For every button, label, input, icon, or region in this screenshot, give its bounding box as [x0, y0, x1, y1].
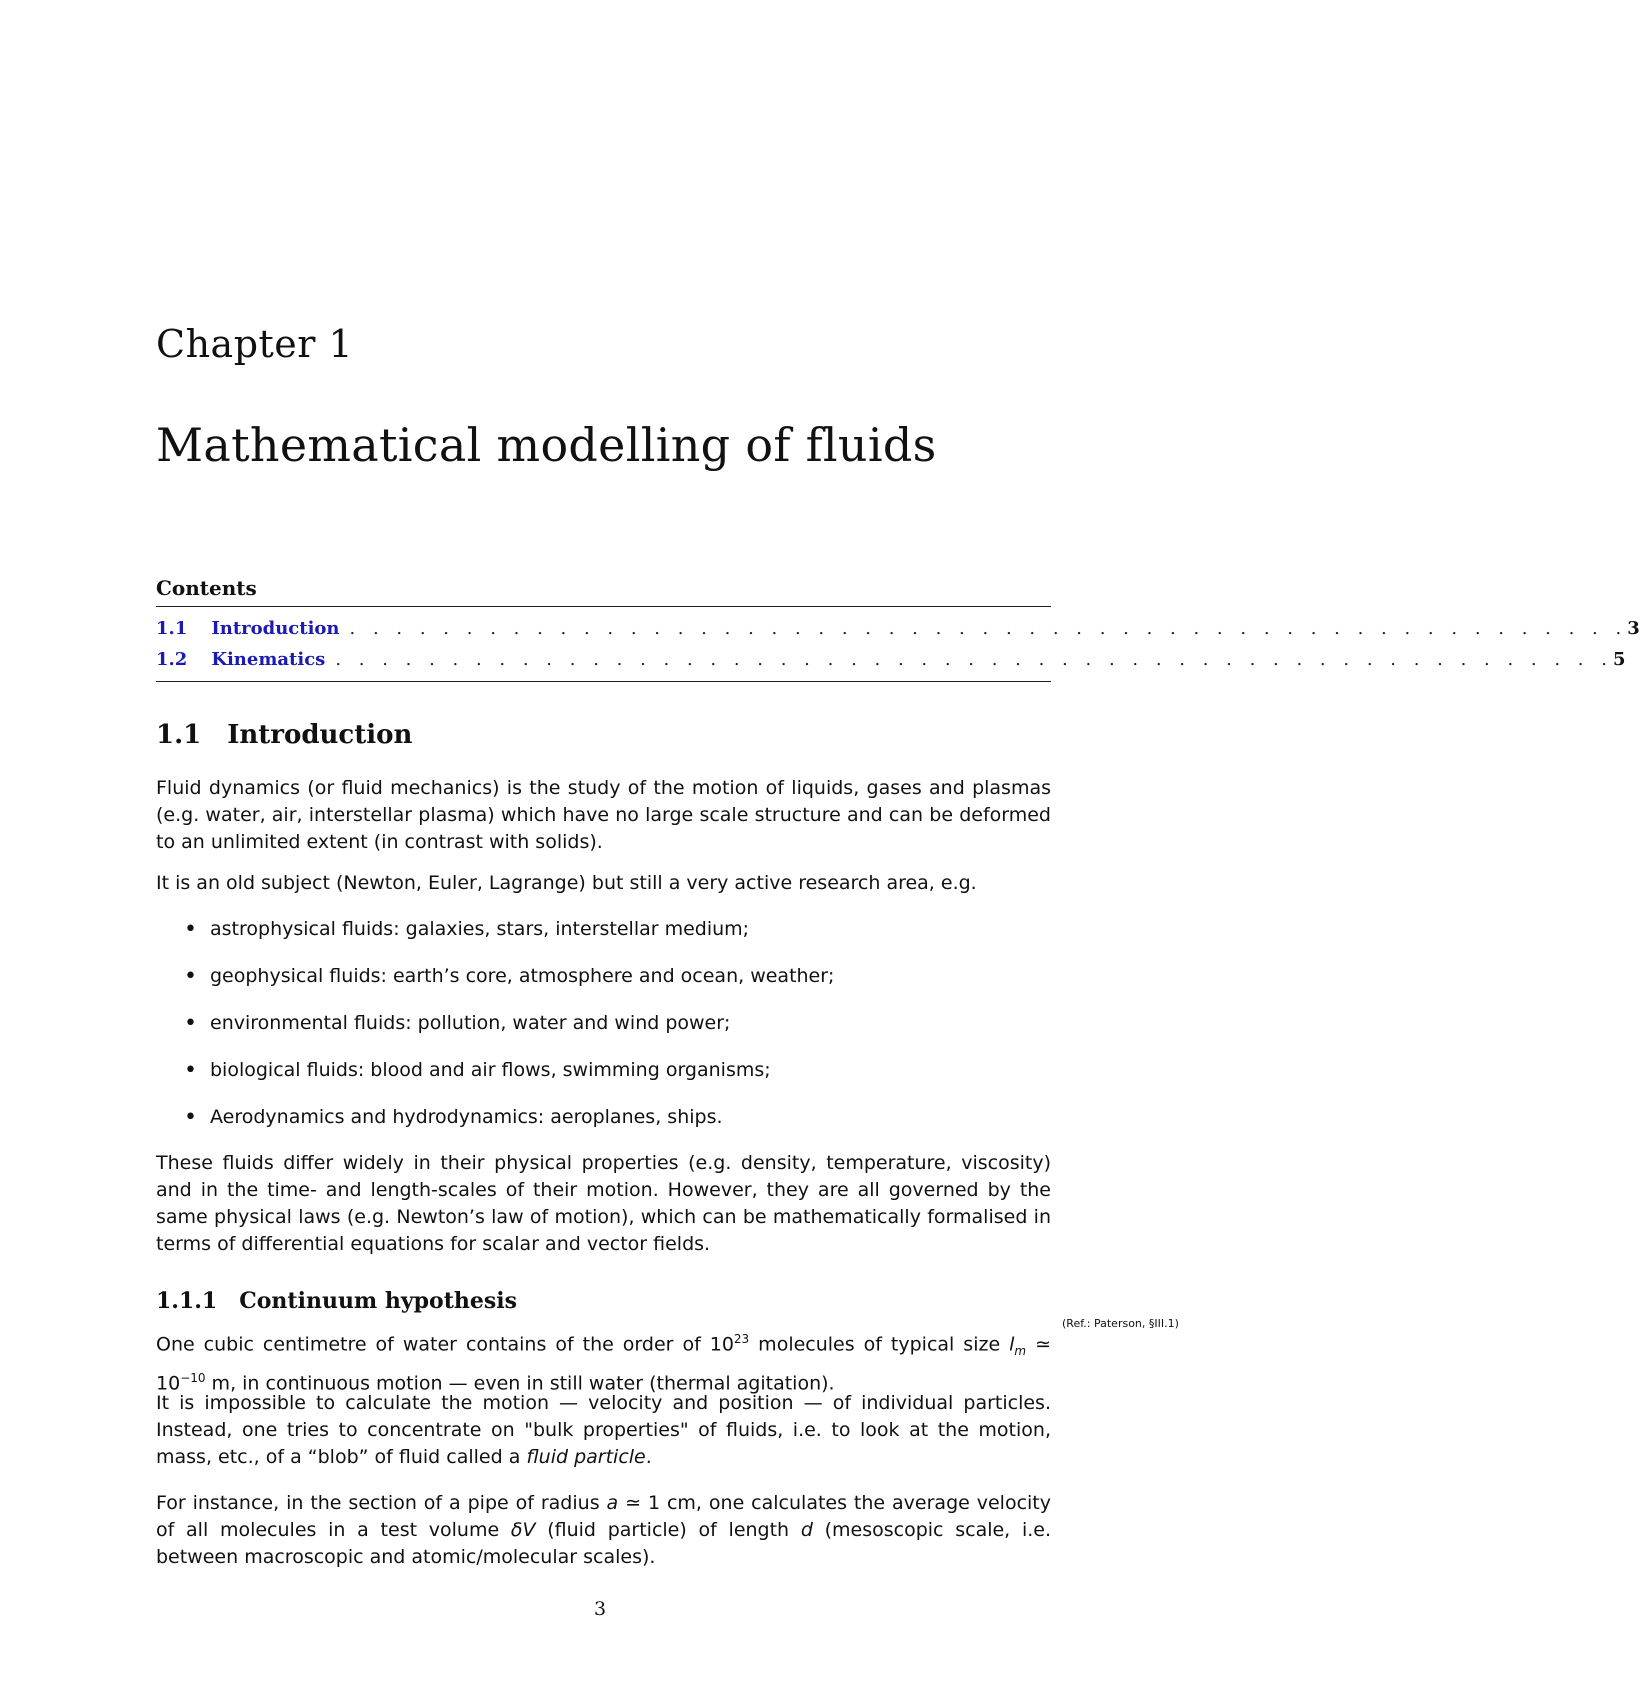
- page-number: 3: [593, 1598, 607, 1620]
- subsection-number: 1.1.1: [156, 1288, 218, 1314]
- math-variable: d: [800, 1519, 813, 1541]
- chapter-label: Chapter 1: [156, 322, 354, 366]
- text-run: m, in continuous motion — even in still water (thermal agitation).: [205, 1372, 835, 1395]
- toc-entry-title[interactable]: Introduction: [211, 618, 340, 639]
- table-of-contents: [156, 576, 1640, 682]
- emphasis: fluid particle: [526, 1446, 646, 1468]
- exponent: 23: [733, 1332, 750, 1346]
- toc-list: [156, 607, 1640, 681]
- fluid-examples-list: [184, 916, 1051, 1151]
- math-variable: l: [1009, 1333, 1015, 1356]
- text-run: ≃ 1 cm, one calculates the average velocity of all molecules in a test volume: [156, 1492, 1052, 1541]
- text-run: One cubic centimetre of water contains of the order of 10: [156, 1333, 734, 1356]
- toc-entry[interactable]: [156, 613, 1640, 644]
- exponent: −10: [180, 1371, 206, 1386]
- text-run: (mesoscopic scale, i.e. between macroscopic and atomic/molecular scales).: [156, 1519, 1051, 1568]
- paragraph-cubic-centimetre: [156, 1326, 1051, 1397]
- paragraph-bulk-properties: [156, 1390, 1051, 1471]
- section-title: Introduction: [227, 720, 413, 750]
- paragraph-intro: Fluid dynamics (or fluid mechanics) is the study of the motion of liquids, gases and plasmas (e.g. water, air, interstellar plasma) which have no large scale structure and can be deformed to an unlimited extent (in contrast with solids).: [156, 777, 1051, 853]
- paragraph-physical-laws: These fluids differ widely in their physical properties (e.g. density, temperature, viscosity) and in the time- and length-scales of their motion. However, they are all governed by the same physical laws (e.g. Newton’s law of motion), which can be mathematically formalised in terms of differential equations for scalar and vector fields.: [156, 1152, 1051, 1255]
- contents-bottom-rule: [156, 681, 1051, 682]
- contents-heading: Contents: [156, 576, 257, 600]
- text-run: molecules of typical size: [749, 1333, 1010, 1356]
- toc-entry-number[interactable]: 1.2: [156, 649, 188, 670]
- toc-entry-title[interactable]: Kinematics: [211, 649, 326, 670]
- list-item: • geophysical fluids: earth’s core, atmosphere and ocean, weather;: [184, 963, 1051, 1010]
- math-variable: δV: [510, 1519, 536, 1541]
- list-item: • Aerodynamics and hydrodynamics: aeroplanes, ships.: [184, 1104, 1051, 1151]
- math-variable: a: [606, 1492, 619, 1514]
- toc-entry-page: 3: [1627, 618, 1640, 639]
- toc-entry-page: 5: [1612, 649, 1626, 670]
- text-run: (fluid particle) of length: [535, 1519, 801, 1541]
- toc-entry[interactable]: [156, 644, 1626, 675]
- paragraph-old-subject: It is an old subject (Newton, Euler, Lagrange) but still a very active research area, e.g.: [156, 872, 977, 894]
- subsection-heading: [156, 1288, 517, 1314]
- math-subscript: m: [1014, 1344, 1027, 1359]
- section-number: 1.1: [156, 720, 202, 750]
- subsection-title: Continuum hypothesis: [239, 1288, 517, 1314]
- paragraph-pipe-example: [156, 1490, 1051, 1571]
- text-run: ≃ 10: [156, 1333, 1052, 1395]
- margin-reference-note: (Ref.: Paterson, §III.1): [1062, 1317, 1179, 1330]
- list-item: • astrophysical fluids: galaxies, stars, interstellar medium;: [184, 916, 1051, 963]
- toc-dot-leader: . . . . . . . . . . . . . . . . . . . . . . . . . . . . . . . . . . . . . . . . . . . . . . . . . . . . . . .: [349, 618, 1628, 639]
- text-run: It is impossible to calculate the motion — velocity and position — of individual particles. Instead, one tries to concentrate on "bulk properties" of fluids, i.e. to look at the motion, mass, etc., of a “blob” of fluid called a: [156, 1392, 1051, 1468]
- section-heading: [156, 720, 412, 750]
- list-item: • environmental fluids: pollution, water and wind power;: [184, 1010, 1051, 1057]
- text-run: For instance, in the section of a pipe of radius: [156, 1492, 607, 1514]
- chapter-title: Mathematical modelling of fluids: [156, 418, 937, 472]
- text-run: .: [645, 1446, 652, 1468]
- toc-dot-leader: . . . . . . . . . . . . . . . . . . . . . . . . . . . . . . . . . . . . . . . . . . . . . . . . . . . . . . .: [335, 649, 1613, 670]
- toc-entry-number[interactable]: 1.1: [156, 618, 188, 639]
- list-item: • biological fluids: blood and air flows, swimming organisms;: [184, 1057, 1051, 1104]
